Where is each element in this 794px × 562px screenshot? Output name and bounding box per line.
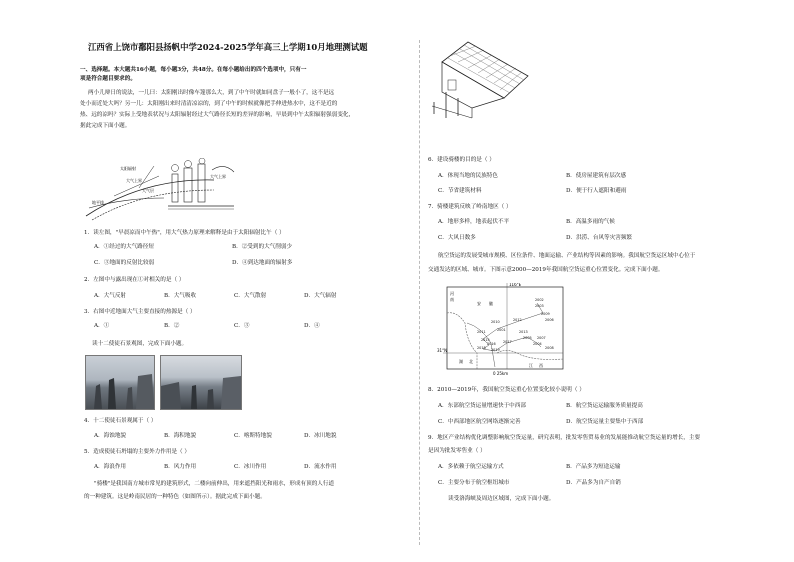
atmosphere-diagram [84,158,264,222]
q6-option-b[interactable]: B．使房屋建筑有层次感 [566,173,627,179]
page-title: 江西省上饶市鄱阳县扬帆中学2024-2025学年高三上学期10月地理测试题 [88,42,368,52]
map-latitude: 31°N [437,348,448,353]
map-year: 2010 [491,320,500,324]
map-longitude: 116°E [509,283,522,287]
q9-stem-line2: 是因为批发零售业（ ） [428,448,486,454]
q5-option-d[interactable]: D．流水作用 [304,464,337,470]
q9-stem: 9．地区产业结构优化调整影响航空货运量，研究表明，批发零售贸易业的发展能推动航空货运量的增长，主要 [428,435,701,441]
passage2-line2: 的一种建筑。这是岭南民居的一种特色（如图所示）。据此完成下面小题。 [84,494,266,500]
twelve-apostles-photo-1 [85,355,155,410]
map-year: 2016 [487,342,496,346]
q9-option-b[interactable]: B．产品多为短途运输 [566,464,621,470]
map-year: 2018 [477,346,486,350]
map-label-hu: 湖 [459,359,463,364]
diagram-label-upper-right: 大气上界 [210,174,226,179]
q7-option-a[interactable]: A．地形多样，地表起伏不平 [438,219,510,225]
passage3-line2: 交通发达的区域、城市。下图示意2000—2019年我国航空货运重心位置变化。完成下面小题。 [428,267,664,273]
q7-stem: 7．骑楼建筑反映了岭南地区（ ） [428,204,512,210]
passage4: 读受洛海峡及周边区域图，完成下面小题。 [448,496,555,502]
q9-option-c[interactable]: C．主要分布于航空枢纽城市 [438,480,510,486]
map-label-hui: 徽 [489,301,493,306]
map-label-xi: 西 [539,363,543,368]
map-year: 2008 [545,346,554,350]
section-heading: 一、选择题。本大题共16小题，每小题3分，共48分。在每小题给出的四个选项中，只有一 [80,67,307,73]
map-year: 2006 [545,318,554,322]
q8-option-c[interactable]: C．中西部地区航空网络逐渐完善 [438,419,521,425]
q1-option-a[interactable]: A．①经过的大气路径短 [94,244,154,250]
q7-option-c[interactable]: C．大风日数多 [438,235,476,241]
q5-stem: 5．造成使徒石坍塌的主要外力作用是（ ） [84,449,191,455]
map-year: 2017 [503,340,512,344]
q2-option-a[interactable]: A．大气反射 [94,293,127,299]
q1-stem: 1．读左图，"早晨凉而中午热"，用大气热力原理来解释是由于太阳辐射比午（ ） [84,230,285,236]
q5-option-b[interactable]: B．风力作用 [164,464,197,470]
q8-stem: 8．2010—2019年，我国航空货运重心位置变化较小说明（ ） [428,387,585,393]
q3-option-a[interactable]: A．① [94,323,110,329]
diagram-label-upper: 大气上界 [126,178,142,183]
q5-option-a[interactable]: A．海浪作用 [94,464,127,470]
q9-option-a[interactable]: A．多依赖于航空运输方式 [438,464,504,470]
q2-option-d[interactable]: D．大气辐射 [304,293,337,299]
q8-option-a[interactable]: A．东部航空货运量增速快于中西部 [438,403,526,409]
photo-caption: 读十二使徒石景观图，完成下面小题。 [92,341,188,347]
map-label-he: 河 [450,291,454,296]
map-year: 2002 [535,298,544,302]
q9-option-d[interactable]: D．产品多为自产自销 [566,480,621,486]
passage1-line3: 热、远的凉吗？实际上受地表状况与太阳辐射经过大气路径长短的差异的影响，早晨到中午太阳辐射强弱变化， [80,112,355,118]
map-year: 2004 [533,342,542,346]
map-year: 2019 [491,348,500,352]
q4-stem: 4．十二使徒石景观属于（ ） [84,418,157,424]
map-label-jiang: 江 [529,363,533,368]
arcade-building-illustration [428,40,536,120]
diagram-label-radiation: 太阳辐射 [120,166,136,171]
q3-stem: 3．右图中近地面大气主要直接的热源是（ ） [84,309,196,315]
q7-option-b[interactable]: B．高温多雨的气候 [566,219,615,225]
map-year: 2011 [477,330,486,334]
q3-option-b[interactable]: B．② [164,323,180,329]
twelve-apostles-photo-2 [160,355,242,410]
q6-option-a[interactable]: A．体现当地的民族特色 [438,173,498,179]
q5-option-c[interactable]: C．冰川作用 [234,464,267,470]
passage3-line1: 航空货运的发展受城市规模、区位条件、地面运输、产业结构等因素的影响。我国航空货运区域中心位于 [438,253,696,259]
map-year: 2009 [541,312,550,316]
q1-option-c[interactable]: C．③地面的反射比较弱 [94,260,155,266]
column-divider [419,40,420,545]
passage1-line2: 处小而近处大吗？另一儿：太阳刚出来时清清凉凉的，到了中午的时候就像把手伸进热水中，这不是近的 [80,101,338,107]
q2-stem: 2．左图中与露出现在①对相关的是（ ） [84,277,185,283]
q1-option-b[interactable]: B．②受到的大气削弱少 [232,244,293,250]
map-label-an: 安 [477,301,481,306]
q2-option-c[interactable]: C．大气散射 [234,293,267,299]
q2-option-b[interactable]: B．大气吸收 [164,293,197,299]
map-year: 2005 [523,336,532,340]
map-year: 2007 [537,336,546,340]
q7-option-d[interactable]: D．洪涝、台风等灾害频繁 [566,235,633,241]
passage2-line1: "骑楼"是我国南方城市常见的建筑形式，二楼向前伸出，用来遮挡阳光和雨水，形成有顶的人行道 [94,481,335,487]
q3-option-d[interactable]: D．④ [304,323,320,329]
diagram-label-layer: 大气层 [142,188,154,193]
map-label-bei: 北 [469,359,473,364]
q4-option-a[interactable]: A．海蚀地貌 [94,433,127,439]
map-year: 2001 [497,328,506,332]
diagram-label-horizon: 地平线 [92,200,104,205]
map-label-nan: 南 [450,297,454,302]
map-year: 2012 [513,318,522,322]
q8-option-b[interactable]: B．航空货运运输服务质量提高 [566,403,643,409]
q4-option-d[interactable]: D．冰川地貌 [304,433,337,439]
q4-option-c[interactable]: C．喀斯特地貌 [234,433,272,439]
q1-option-d[interactable]: D．④到达地面的辐射多 [232,260,293,266]
q6-option-c[interactable]: C．节省建筑材料 [438,188,482,194]
section-heading-line2: 项是符合题目要求的。 [80,76,136,82]
map-scale: 0 25km [493,371,509,376]
passage1-line4: 据此完成下面小题。 [80,123,131,129]
passage1-line1: 两小儿辩日的说法，一儿曰：太阳刚出时像车篷那么大，到了中午时就如同盘子一般小了，这不是远 [88,90,335,96]
q6-stem: 6．建设骑楼的目的是（ ） [428,157,495,163]
q8-option-d[interactable]: D．航空货运量主要集中于西部 [566,419,644,425]
q6-option-d[interactable]: D．便于行人遮阳和避雨 [566,188,627,194]
q3-option-c[interactable]: C．③ [234,323,250,329]
map-year: 2015 [481,338,490,342]
cargo-center-map [437,283,569,379]
map-year: 2013 [519,330,528,334]
map-year: 2003 [535,304,544,308]
q4-option-b[interactable]: B．海积地貌 [164,433,197,439]
